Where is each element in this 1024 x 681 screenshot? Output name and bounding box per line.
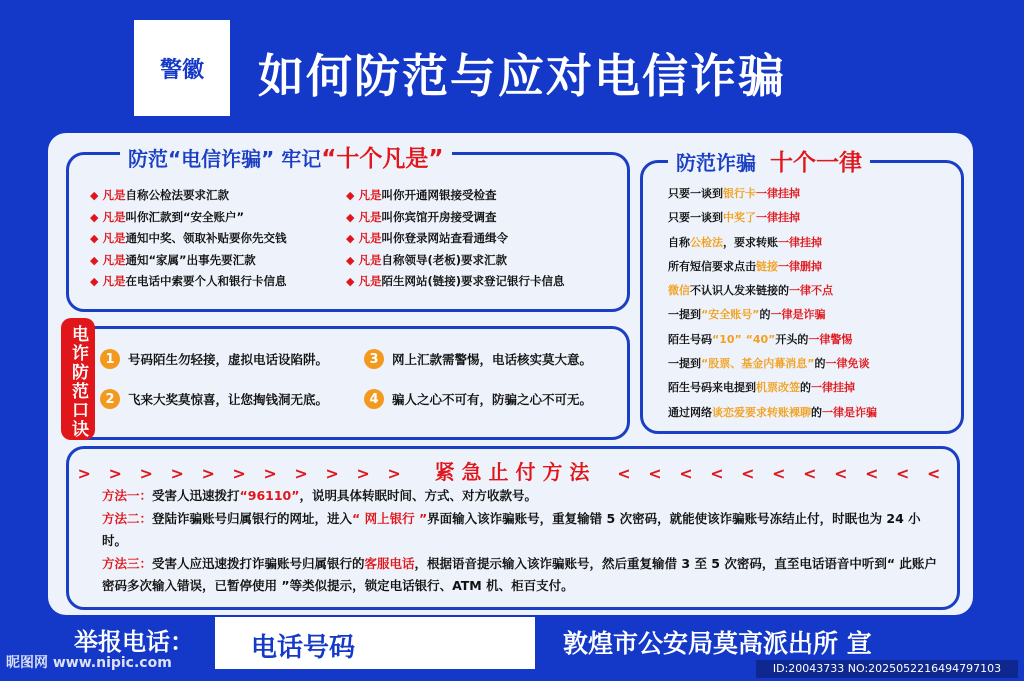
list-item: ◆ 凡是自称领导(老板)要求汇款 [346, 252, 507, 267]
koujue-item: 4 骗人之心不可有，防骗之心不可无。 [364, 389, 592, 409]
koujue-item: 2 飞来大奖莫惊喜，让您掏钱洞无底。 [100, 389, 328, 409]
diamond-bullet-icon: ◆ [346, 210, 355, 224]
number-circle-icon: 2 [100, 389, 120, 409]
list-item: ◆ 凡是叫你宾馆开房接受调查 [346, 209, 497, 224]
report-phone-label: 举报电话： [74, 628, 194, 656]
method-three: 方法三：受害人应迅速拨打诈骗账号归属银行的客服电话，根据语音提示输入该诈骗账号，然后重复输借 3 至 5 次密码，直至电话语音中听到“ 此账户密码多次输入错误，已暂停使用 ”等类似提示，锁定电话银行、ATM 机、柜百支付。 [102, 555, 937, 593]
fanshi-list-right [346, 185, 564, 293]
list-item: 微信不认识人发来链接的一律不点 [668, 284, 833, 298]
list-item: ◆ 凡是自称公检法要求汇款 [90, 188, 229, 202]
list-item: 只要一谈到银行卡一律挂掉 [668, 187, 800, 200]
list-item: 只要一谈到中奖了一律挂掉 [668, 211, 800, 225]
police-badge [134, 20, 230, 116]
list-item: ◆ 凡是通知“家属”出事先要汇款 [90, 252, 256, 267]
ten-yilv-title [668, 144, 870, 177]
badge-text: 警徽 [159, 57, 204, 83]
diamond-bullet-icon: ◆ [346, 253, 355, 267]
ten-fanshi-title-red: “十个凡是” [321, 146, 444, 172]
diamond-bullet-icon: ◆ [90, 232, 99, 245]
diamond-bullet-icon: ◆ [90, 275, 99, 288]
watermark-right: ID:20043733 NO:20250522164947971​03 [756, 660, 1018, 678]
list-item: ◆ 凡是陌生网站(链接)要求登记银行卡信息 [346, 274, 565, 288]
number-circle-icon: 3 [364, 349, 384, 369]
emergency-methods [102, 485, 942, 598]
page-title: 如何防范与应对电信诈骗 [258, 49, 786, 103]
diamond-bullet-icon: ◆ [90, 210, 99, 224]
watermark-left: 昵图网 www.nipic.com [6, 655, 172, 671]
koujue-box [66, 326, 630, 440]
koujue-label: 电诈防范口诀 [61, 318, 95, 440]
diamond-bullet-icon: ◆ [90, 253, 99, 267]
diamond-bullet-icon: ◆ [346, 189, 355, 202]
list-item: 一提到“股票、基金内幕消息”的一律免谈 [668, 357, 870, 371]
police-station: 敦煌市公安局莫高派出所 宣 [563, 629, 872, 658]
list-item: ◆ 凡是在电话中索要个人和银行卡信息 [90, 274, 287, 288]
arrows-left: > > > > > > > > > > > [77, 464, 407, 483]
method-one: 方法一：受害人迅速拨打“96110”，说明具体转眠时间、方式、对方收款号。 [102, 488, 537, 503]
koujue-item: 3 网上汇款需警惕，电话核实莫大意。 [364, 349, 592, 369]
list-item: ◆ 凡是通知中奖、领取补贴要你先交钱 [90, 231, 287, 245]
ten-fanshi-title [120, 140, 452, 173]
phone-number: 电话号码 [251, 633, 356, 663]
diamond-bullet-icon: ◆ [346, 232, 355, 245]
fanshi-list-left [90, 185, 286, 293]
diamond-bullet-icon: ◆ [346, 275, 355, 288]
method-two: 方法二：登陆诈骗账号归属银行的网址，进入“ 网上银行 ”界面输入该诈骗账号，重复输错 5 次密码，就能使该诈骗账号冻结止付，时眠也为 24 小时。 [102, 510, 921, 548]
list-item: ◆ 凡是叫你开通网银接受检查 [346, 188, 497, 202]
list-item: 一提到“安全账号”的一律是诈骗 [668, 308, 826, 322]
yilv-list [668, 182, 877, 425]
emergency-title-text: 紧 急 止 付 方 法 [434, 460, 590, 484]
koujue-item: 1 号码陌生勿轻接，虚拟电话设陷阱。 [100, 349, 328, 369]
ten-yilv-title-red: 十个一律 [769, 150, 862, 176]
list-item: 陌生号码来电提到机票改签的一律挂掉 [668, 381, 855, 395]
list-item: 自称公检法，要求转账一律挂掉 [668, 235, 822, 249]
ten-yilv-title-blue: 防范诈骗 [676, 151, 756, 175]
diamond-bullet-icon: ◆ [90, 189, 99, 202]
emergency-title [72, 456, 952, 485]
list-item: 所有短信要求点击链接一律删掉 [668, 259, 822, 273]
list-item: 通过网络谈恋爱要求转账裸聊的一律是诈骗 [668, 405, 877, 419]
list-item: ◆ 凡是叫你登录网站查看通缉令 [346, 231, 508, 245]
ten-fanshi-title-blue: 防范“电信诈骗” 牢记 [128, 147, 322, 171]
list-item: 陌生号码“10” “40”开头的一律警惕 [668, 332, 853, 346]
phone-box [215, 617, 535, 669]
number-circle-icon: 4 [364, 389, 384, 409]
number-circle-icon: 1 [100, 349, 120, 369]
arrows-right: < < < < < < < < < < < [617, 464, 947, 483]
list-item: ◆ 凡是叫你汇款到“安全账户” [90, 209, 245, 224]
